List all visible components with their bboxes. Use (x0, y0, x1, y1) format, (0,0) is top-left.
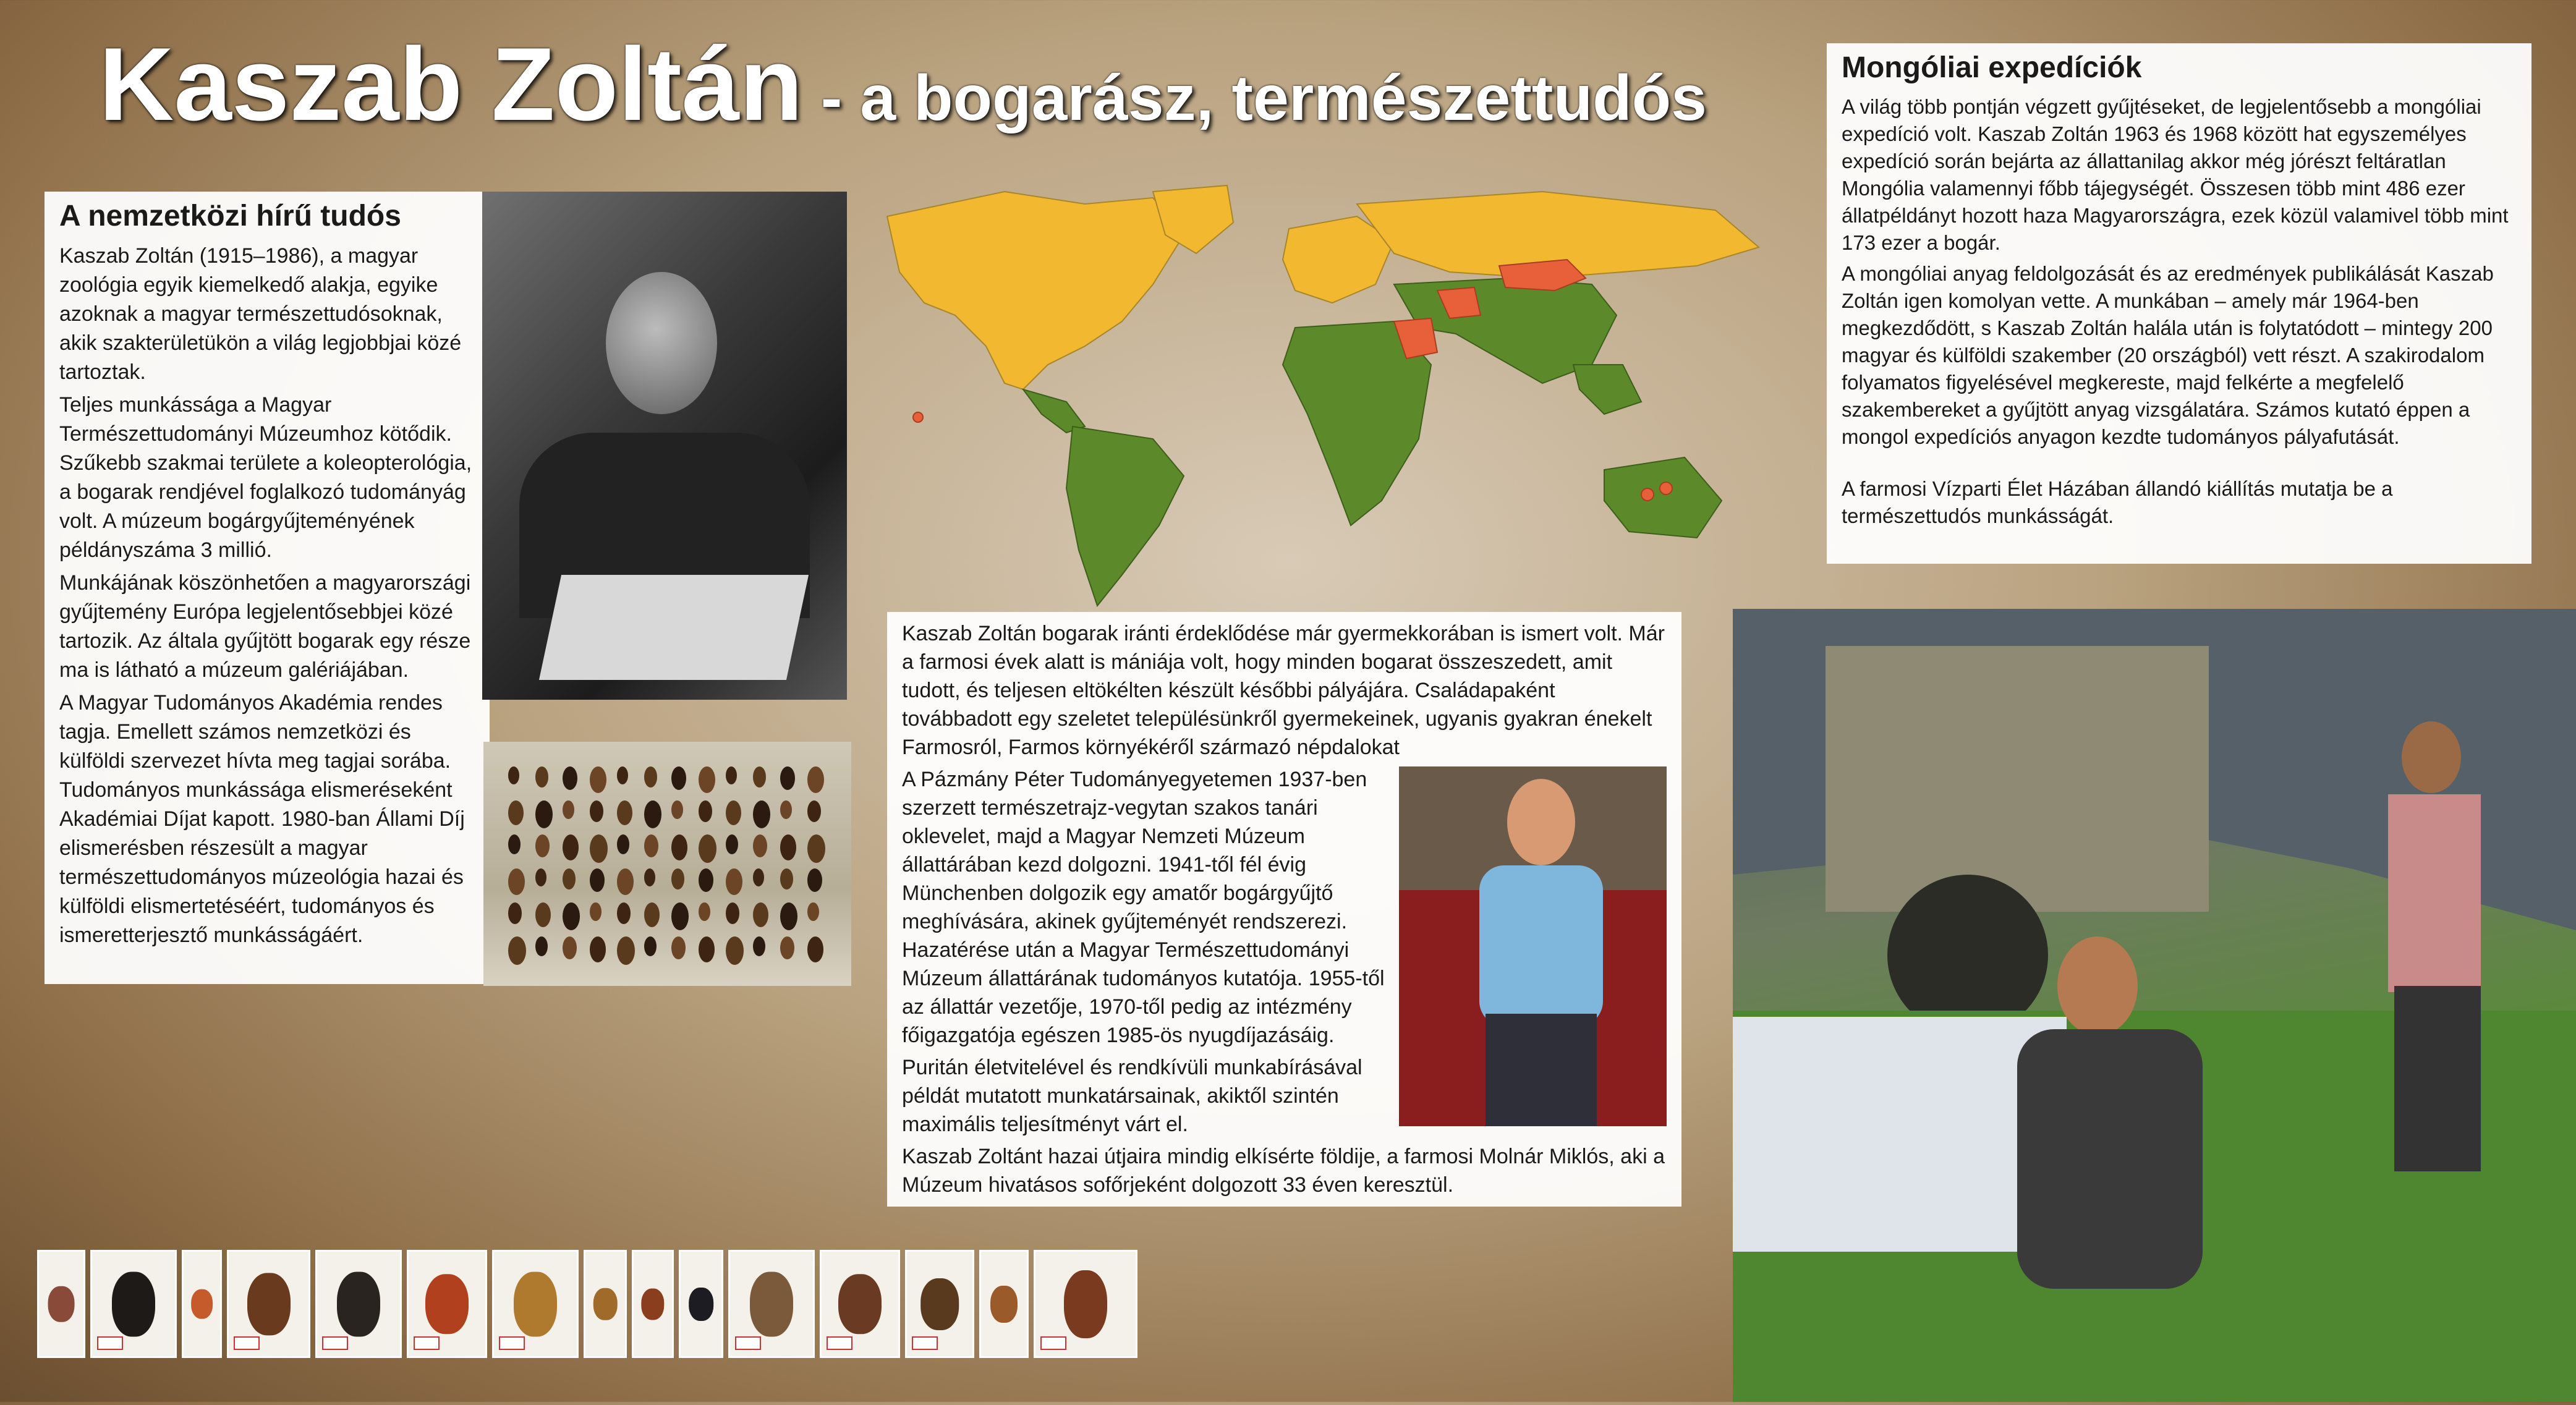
beetle-image (689, 1288, 713, 1321)
driver-trousers (1486, 1014, 1597, 1126)
specimen-thumbnail (37, 1250, 85, 1358)
beetle-specimen (753, 800, 770, 828)
specimen-thumbnail (584, 1250, 627, 1358)
paragraph: Puritán életvitelével és rendkívüli munkabírásával példát mutatott munkatársainak, akiktől szintén maximális teljesítményt várt el. (902, 1056, 1362, 1136)
specimen-label (912, 1336, 938, 1350)
beetle-specimen (508, 902, 522, 924)
beetle-image (191, 1289, 213, 1319)
beetle-specimen (726, 902, 739, 924)
beetle-specimen (807, 800, 821, 822)
title-subtitle: - a bogarász, természettudós (802, 62, 1707, 134)
beetle-specimen (535, 936, 548, 956)
portrait-book (539, 575, 809, 680)
north-america (887, 192, 1184, 389)
island-marker (1641, 488, 1654, 501)
specimen-label (234, 1336, 260, 1350)
beetle-specimen (617, 834, 629, 854)
beetle-specimen (807, 868, 822, 892)
specimen-thumbnail (820, 1250, 900, 1358)
beetle-image (593, 1288, 618, 1320)
beetle-specimen (508, 936, 526, 965)
kneeling-man-jacket (2017, 1029, 2203, 1289)
beetle-specimen (699, 936, 715, 962)
beetle-specimen (644, 868, 655, 886)
beetle-specimen (726, 868, 742, 895)
beetle-specimen (780, 936, 794, 959)
beetle-specimen (644, 902, 660, 927)
world-map (862, 179, 1802, 624)
specimen-thumbnail (182, 1250, 222, 1358)
beetle-specimen (671, 766, 686, 790)
island-marker (913, 412, 923, 422)
specimen-strip (37, 1250, 1694, 1358)
central-america (1023, 389, 1085, 433)
beetle-specimen (753, 936, 765, 956)
beetle-specimen (726, 800, 741, 825)
standing-man-shirt (2388, 794, 2481, 992)
beetle-specimen (508, 834, 521, 854)
beetle-image (112, 1271, 155, 1336)
specimen-thumbnail (905, 1250, 974, 1358)
specimen-thumbnail (679, 1250, 723, 1358)
mongolia-expeditions-panel (1827, 43, 2531, 564)
beetle-specimen (590, 868, 605, 892)
paragraph: Kaszab Zoltán (1915–1986), a magyar zoológia egyik kiemelkedő alakja, egyike azoknak a magyar természettudósoknak, akik szakterületükön a világ legjobbjai közé tartoztak. (59, 244, 462, 384)
beetle-specimen (563, 868, 576, 889)
beetle-specimen (671, 800, 683, 819)
beetle-image (838, 1274, 882, 1335)
paragraph: Kaszab Zoltán bogarak iránti érdeklődése már gyermekkorában is ismert volt. Már a farmosi évek alatt is mániája volt, hogy minden bogarat összeszedett, amit tudott, és teljesen eltökélten készült későbbi pályájára. Családapaként továbbadott egy szeletet településünkről gyermekeinek, ugyanis gyakran énekelt Farmosról, Farmos környékéről származó népdalokat (902, 622, 1665, 759)
beetle-specimen (590, 800, 603, 822)
beetle-image (514, 1271, 557, 1336)
beetle-specimen (671, 834, 687, 860)
beetle-specimen (753, 902, 768, 927)
beetle-image (48, 1286, 75, 1322)
specimen-thumbnail (979, 1250, 1029, 1358)
beetle-specimen (563, 800, 574, 819)
beetle-specimen (617, 766, 628, 784)
beetle-specimen (508, 766, 519, 784)
specimen-label (499, 1336, 525, 1350)
beetle-specimen (726, 766, 737, 784)
beetle-specimen (617, 902, 631, 924)
beetle-specimen (508, 800, 524, 825)
portrait-face (606, 272, 717, 414)
beetle-image (247, 1273, 291, 1335)
beetle-image (750, 1271, 793, 1336)
beetle-specimen (807, 902, 819, 921)
paragraph: A mongóliai anyag feldolgozását és az eredmények publikálását Kaszab Zoltán igen komolyan vette. A munkában – amely már 1964-ben megkezdődött, s Kaszab Zoltán halála után is folytatódott – mintegy 200 magyar és külföldi szakember (20 országból) vett részt. A szakirodalom folyamatos figyelésével megkereste, majd felkérte a megfelelő szakembereket a gyűjtött anyag vizsgálatára. Számos kutató éppen a mongol expedíciós anyagon kezdte tudományos pályafutását. (1842, 262, 2494, 448)
paragraph: A Pázmány Péter Tudományegyetemen 1937-ben szerzett természetrajz-vegytan szakos tanári oklevelet, majd a Magyar Nemzeti Múzeum állattárában kezd dolgozni. 1941-től fél évig Münchenben dolgozik egy amatőr bogárgyűjtő meghívására, akinek gyűjteményét rendszerezi. Hazatérése után a Magyar Természettudományi Múzeum állattárának tudományos kutatója. 1955-től az állattár vezetője, 1970-től pedig az intézmény főigazgatója egészen 1985-ös nyugdíjazásáig. (902, 768, 1385, 1047)
specimen-thumbnail (492, 1250, 579, 1358)
beetle-specimen (753, 766, 766, 787)
beetle-specimen (753, 834, 767, 857)
specimen-thumbnail (90, 1250, 177, 1358)
specimen-label (735, 1336, 761, 1350)
truck-tarp (1826, 646, 2209, 912)
beetle-specimen (563, 902, 580, 930)
specimen-label (414, 1336, 440, 1350)
beetle-specimen (726, 936, 744, 965)
beetle-specimen (699, 766, 715, 793)
beetle-specimen (780, 766, 795, 790)
beetle-specimen (644, 936, 657, 956)
beetle-specimen (807, 834, 825, 863)
life-story-panel (887, 612, 1681, 1207)
paragraph: Teljes munkássága a Magyar Természettudományi Múzeumhoz kötődik. Szűkebb szakmai területe a koleopterológia, a bogarak rendjével foglalkozó tudományág volt. A múzeum bogárgyűjteményének példányszáma 3 millió. (59, 393, 472, 562)
paragraph: Kaszab Zoltánt hazai útjaira mindig elkísérte földije, a farmosi Molnár Miklós, aki a Múzeum hivatásos sofőrjeként dolgozott 33 éven keresztül. (902, 1145, 1665, 1197)
beetle-specimen (671, 902, 689, 930)
australia (1604, 457, 1722, 538)
specimen-thumbnail (407, 1250, 487, 1358)
beetle-specimen (780, 834, 796, 860)
kneeling-man-face (2057, 936, 2138, 1035)
title-main: Kaszab Zoltán (99, 26, 803, 142)
driver-face (1507, 779, 1575, 865)
mongolia-expedition-photo (1733, 609, 2576, 1402)
standing-man-face (2402, 721, 2461, 793)
beetle-specimen (563, 936, 577, 959)
south-america (1066, 427, 1184, 606)
beetle-specimen (807, 766, 824, 793)
specimen-label (97, 1336, 123, 1350)
specimen-thumbnail (315, 1250, 402, 1358)
beetle-specimen (535, 834, 550, 857)
beetle-specimen (644, 834, 658, 857)
specimen-label (322, 1336, 348, 1350)
beetle-specimen (699, 800, 712, 822)
specimen-label (827, 1336, 852, 1350)
beetle-specimen (644, 766, 657, 787)
beetle-specimen (535, 800, 553, 828)
beetle-specimen (807, 936, 823, 962)
beetle-specimen (590, 902, 601, 921)
beetle-specimen (780, 800, 792, 819)
beetle-specimen (535, 868, 546, 886)
beetle-specimen (726, 834, 738, 854)
standing-man-trousers (2394, 986, 2481, 1171)
specimen-thumbnail (1034, 1250, 1137, 1358)
beetle-specimen (780, 868, 793, 889)
beetle-image (641, 1288, 664, 1320)
beetle-image (425, 1274, 469, 1335)
beetle-specimen (753, 868, 764, 886)
driver-car-photo (1399, 766, 1667, 1126)
beetle-specimen (644, 800, 661, 828)
beetle-specimen (671, 936, 686, 959)
beetle-specimen (617, 800, 632, 825)
beetle-image (337, 1271, 380, 1336)
portrait-photo (482, 192, 847, 700)
specimen-thumbnail (632, 1250, 674, 1358)
specimen-thumbnail (227, 1250, 310, 1358)
panel-heading: A nemzetközi hírű tudós (59, 200, 401, 232)
beetle-specimen (563, 834, 579, 860)
beetle-collection-photo (483, 742, 851, 986)
beetle-specimen (617, 936, 635, 965)
paragraph: A világ több pontján végzett gyűjtéseket, de legjelentősebb a mongóliai expedíció volt. Kaszab Zoltán 1963 és 1968 között hat egyszemélyes expedíció során bejárta az állattanilag akkor még jórészt feltáratlan Mongólia valamennyi főbb tájegységét. Összesen több mint 486 ezer állatpéldányt hozott haza Magyarországra, ezek közül valamivel több mint 173 ezer a bogár. (1842, 95, 2509, 254)
paragraph: A farmosi Vízparti Élet Házában állandó kiállítás mutatja be a természettudós munkásságát. (1842, 477, 2393, 527)
southeast-asia (1573, 365, 1641, 414)
beetle-image (1064, 1270, 1107, 1338)
specimen-label (1040, 1336, 1066, 1350)
page-title (99, 25, 1707, 144)
beetle-specimen (590, 766, 606, 793)
international-scientist-panel (45, 192, 490, 984)
beetle-specimen (780, 902, 797, 930)
beetle-specimen (617, 868, 634, 895)
driver-shirt (1479, 865, 1603, 1026)
equipment-boxes (1733, 1017, 2067, 1252)
beetle-specimen (590, 834, 608, 863)
beetle-specimen (535, 902, 551, 927)
paragraph: Munkájának köszönhetően a magyarországi gyűjtemény Európa legjelentősebbjei közé tartozik. Az általa gyűjtött bogarak egy része ma is látható a múzeum galériájában. (59, 571, 471, 682)
expedition-illustration (1733, 609, 2576, 1402)
specimen-thumbnail (728, 1250, 815, 1358)
beetle-image (990, 1286, 1018, 1323)
map-visited (1023, 278, 1722, 606)
beetle-specimen (563, 766, 577, 790)
beetle-specimen (508, 868, 525, 895)
panel-heading: Mongóliai expedíciók (1842, 51, 2142, 84)
beetle-specimen (590, 936, 606, 962)
beetle-specimen (699, 834, 716, 863)
beetle-image (920, 1278, 959, 1330)
island-marker (1660, 482, 1672, 495)
beetle-specimen (671, 868, 684, 889)
beetle-specimen (699, 868, 713, 892)
beetle-specimen (535, 766, 548, 787)
beetle-specimen (699, 902, 710, 921)
paragraph: A Magyar Tudományos Akadémia rendes tagja. Emellett számos nemzetközi és külföldi szervezet hívta meg tagjai sorába. Tudományos munkássága elismeréseként Akadémiai Díjat kapott. 1980-ban Állami Díj elismerésben részesült a magyar természettudományos múzeológia hazai és külföldi elismertetéséért, tudományos és ismeretterjesztő munkásságáért. (59, 691, 465, 947)
driver-car-illustration (1399, 766, 1667, 1126)
